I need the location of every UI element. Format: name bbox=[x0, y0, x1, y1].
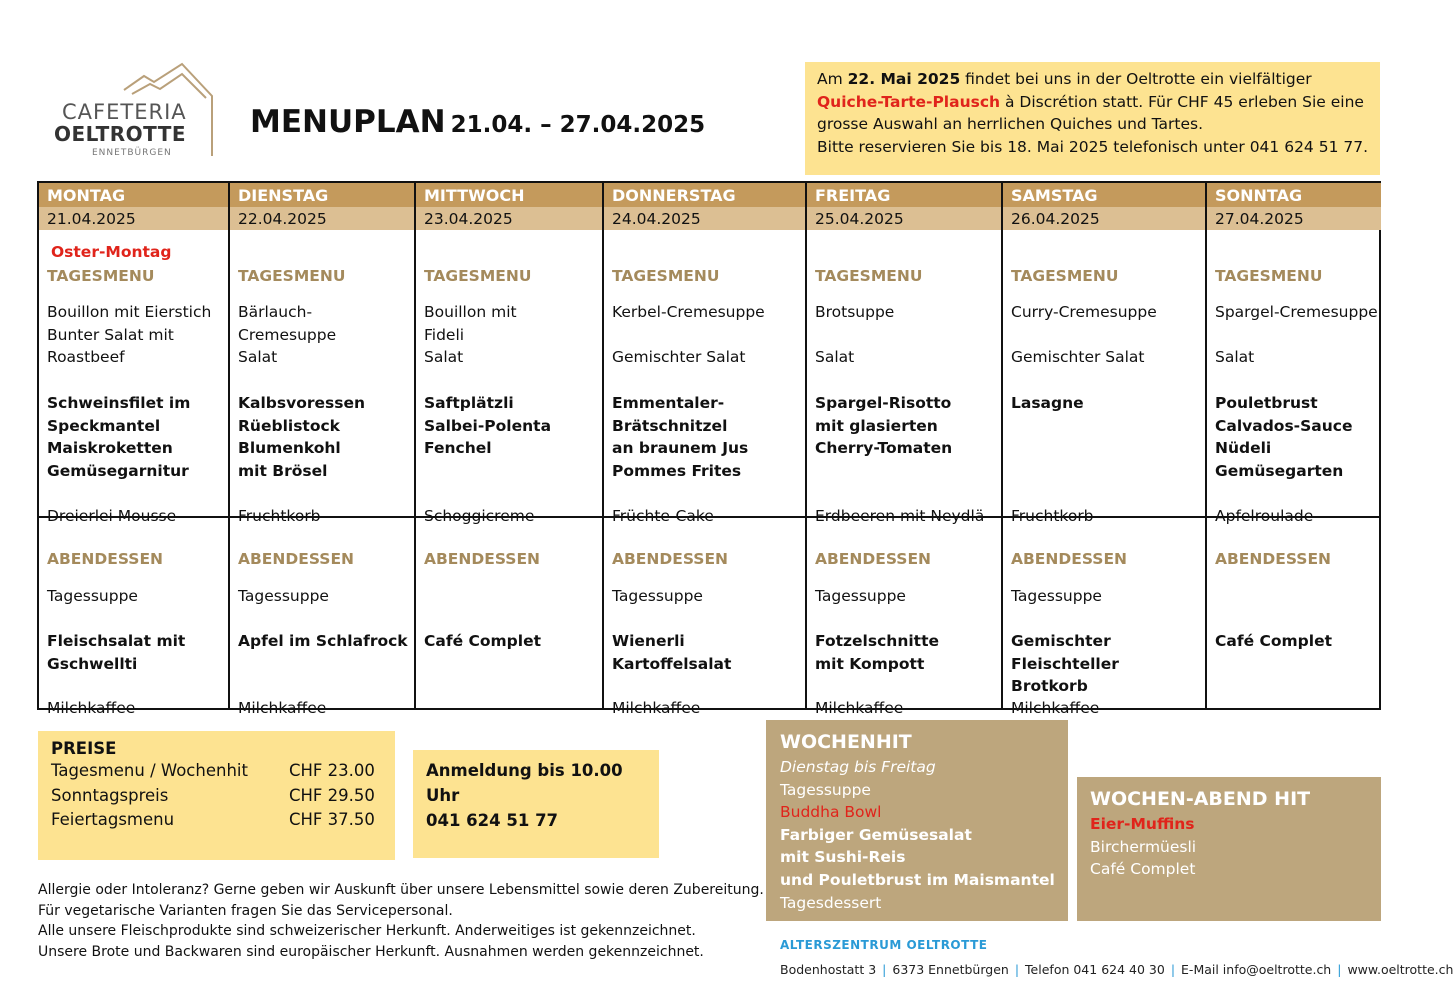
lunch-section-label: TAGESMENU bbox=[238, 267, 346, 285]
lunch-section-label: TAGESMENU bbox=[815, 267, 923, 285]
lunch-starter: Salat bbox=[238, 348, 278, 367]
lunch-starter: Salat bbox=[424, 348, 464, 367]
announcement-line4: Bitte reservieren Sie bis 18. Mai 2025 telefonisch unter 041 624 51 77. bbox=[817, 137, 1369, 156]
footer-website[interactable]: www.oeltrotte.ch bbox=[1347, 962, 1453, 977]
dinner-main: Fleischsalat mit bbox=[47, 632, 186, 650]
lunch-main: Spargel-Risotto bbox=[815, 394, 952, 412]
day-date: 27.04.2025 bbox=[1207, 207, 1381, 230]
dinner-main: Apfel im Schlafrock bbox=[238, 632, 408, 650]
lunch-main: Pommes Frites bbox=[612, 462, 742, 481]
logo-line3: ENNETBÜRGEN bbox=[92, 148, 172, 158]
wochenhit-soup: Tagessuppe bbox=[780, 780, 871, 799]
registration-phone: 041 624 51 77 bbox=[426, 811, 559, 830]
announcement-event: Quiche-Tarte-Plausch bbox=[817, 92, 1001, 111]
lunch-main: Saftplätzli bbox=[424, 394, 514, 412]
announcement-box bbox=[805, 62, 1380, 175]
logo-line1: CAFETERIA bbox=[62, 100, 187, 124]
day-date: 25.04.2025 bbox=[807, 207, 1003, 230]
price-row: Tagesmenu / Wochenhit CHF 23.00 bbox=[51, 761, 375, 780]
footer bbox=[780, 938, 1453, 977]
dinner-starter: Tagessuppe bbox=[1011, 587, 1102, 605]
dinner-starter: Tagessuppe bbox=[815, 587, 906, 605]
lunch-section-label: TAGESMENU bbox=[1215, 267, 1323, 285]
day-column bbox=[602, 183, 807, 717]
wochenhit-title: WOCHENHIT bbox=[780, 731, 912, 753]
lunch-dessert: Schoggicreme bbox=[424, 507, 535, 525]
day-date: 26.04.2025 bbox=[1003, 207, 1207, 230]
abendhit-line2: Café Complet bbox=[1090, 860, 1196, 879]
footer-city: 6373 Ennetbürgen bbox=[892, 962, 1009, 977]
dinner-drink: Milchkaffee bbox=[1011, 699, 1100, 717]
page-title bbox=[250, 104, 705, 140]
lunch-starter: Bärlauch- bbox=[238, 303, 313, 321]
lunch-main: Pouletbrust bbox=[1215, 394, 1318, 412]
dinner-section-label: ABENDESSEN bbox=[238, 550, 355, 568]
lunch-starter: Curry-Cremesuppe bbox=[1011, 303, 1157, 321]
dinner-starter: Tagessuppe bbox=[612, 587, 703, 605]
lunch-main: Speckmantel bbox=[47, 416, 161, 435]
note-line: Allergie oder Intoleranz? Gerne geben wir Auskunft über unsere Lebensmittel sowie deren Zubereitung. bbox=[38, 882, 764, 898]
lunch-section-label: TAGESMENU bbox=[424, 267, 532, 285]
day-name: FREITAG bbox=[807, 183, 1003, 207]
dinner-section-label: ABENDESSEN bbox=[1011, 550, 1128, 568]
lunch-section-label: TAGESMENU bbox=[47, 267, 155, 285]
lunch-main: Schweinsfilet im bbox=[47, 394, 191, 412]
note-line: Für vegetarische Varianten fragen Sie das Servicepersonal. bbox=[38, 902, 453, 919]
lunch-starter: Roastbeef bbox=[47, 348, 125, 367]
registration-time: Anmeldung bis 10.00 Uhr bbox=[426, 761, 623, 805]
lunch-dessert: Fruchtkorb bbox=[1011, 507, 1094, 525]
dinner-section-label: ABENDESSEN bbox=[815, 550, 932, 568]
lunch-main: mit glasierten bbox=[815, 416, 938, 435]
lunch-main: Blumenkohl bbox=[238, 439, 341, 458]
prices-title: PREISE bbox=[51, 739, 117, 758]
wochenhit-line2: mit Sushi-Reis bbox=[780, 848, 906, 867]
lunch-starter: Bouillon mit bbox=[424, 303, 517, 321]
lunch-starter: Gemischter Salat bbox=[1011, 348, 1145, 367]
day-column bbox=[1001, 183, 1207, 717]
wochenhit-dessert: Tagesdessert bbox=[780, 893, 882, 912]
dinner-main: Brotkorb bbox=[1011, 677, 1088, 696]
lunch-dessert: Erdbeeren mit Neydlä bbox=[815, 507, 985, 525]
day-date: 22.04.2025 bbox=[230, 207, 416, 230]
dinner-main: Café Complet bbox=[424, 632, 541, 650]
day-date: 23.04.2025 bbox=[416, 207, 604, 230]
dinner-main: Kartoffelsalat bbox=[612, 654, 732, 673]
dinner-main: Fotzelschnitte bbox=[815, 632, 939, 650]
footer-org-name: ALTERSZENTRUM OELTROTTE bbox=[780, 938, 988, 952]
announcement-line2: Quiche-Tarte-Plausch à Discrétion statt. Für CHF 45 erleben Sie eine bbox=[817, 92, 1364, 111]
dinner-drink: Milchkaffee bbox=[612, 699, 701, 717]
registration-box bbox=[413, 750, 659, 858]
wochenhit-line1: Farbiger Gemüsesalat bbox=[780, 825, 972, 844]
wochenhit-box bbox=[766, 720, 1068, 921]
lunch-main: Maiskroketten bbox=[47, 439, 173, 458]
lunch-main: an braunem Jus bbox=[612, 439, 749, 458]
dinner-main: mit Kompott bbox=[815, 654, 925, 673]
dinner-main: Gemischter bbox=[1011, 632, 1111, 650]
day-name: DONNERSTAG bbox=[604, 183, 807, 207]
dinner-main: Wienerli bbox=[612, 632, 685, 650]
prices-box bbox=[38, 731, 395, 860]
dinner-section-label: ABENDESSEN bbox=[1215, 550, 1332, 568]
lunch-main: Emmentaler- bbox=[612, 394, 725, 412]
lunch-dessert: Früchte-Cake bbox=[612, 507, 714, 525]
menu-table bbox=[37, 181, 1381, 717]
dinner-main: Gschwellti bbox=[47, 654, 138, 673]
lunch-main: Cherry-Tomaten bbox=[815, 439, 953, 458]
dinner-starter: Tagessuppe bbox=[238, 587, 329, 605]
allergy-notes bbox=[38, 880, 764, 962]
lunch-section-label: TAGESMENU bbox=[1011, 267, 1119, 285]
lunch-main: Rüeblistock bbox=[238, 416, 340, 435]
lunch-starter: Gemischter Salat bbox=[612, 348, 746, 367]
lunch-starter: Spargel-Cremesuppe bbox=[1215, 303, 1378, 321]
lunch-dessert: Fruchtkorb bbox=[238, 507, 321, 525]
dinner-starter: Tagessuppe bbox=[47, 587, 138, 605]
abendhit-line1: Birchermüesli bbox=[1090, 837, 1197, 856]
lunch-dessert: Dreierlei Mousse bbox=[47, 507, 177, 525]
lunch-dinner-divider bbox=[39, 516, 1379, 518]
day-date: 21.04.2025 bbox=[39, 207, 228, 230]
footer-contact: Bodenhostatt 3 | 6373 Ennetbürgen | Telefon 041 624 40 30 | E-Mail info@oeltrotte.ch | www.oeltrotte.ch bbox=[780, 962, 1453, 977]
dinner-section-label: ABENDESSEN bbox=[424, 550, 541, 568]
lunch-dessert: Apfelroulade bbox=[1215, 507, 1314, 525]
lunch-main: Lasagne bbox=[1011, 394, 1084, 412]
lunch-starter: Cremesuppe bbox=[238, 325, 337, 344]
announcement-line3: grosse Auswahl an herrlichen Quiches und Tartes. bbox=[817, 115, 1204, 133]
day-name: DIENSTAG bbox=[230, 183, 416, 207]
note-line: Unsere Brote und Backwaren sind europäischer Herkunft. Ausnahmen werden gekennzeichnet. bbox=[38, 943, 704, 960]
lunch-main: Gemüsegarnitur bbox=[47, 462, 189, 481]
lunch-main: Nüdeli bbox=[1215, 439, 1272, 458]
abendhit-box bbox=[1077, 777, 1381, 921]
price-row: Feiertagsmenu CHF 37.50 bbox=[51, 810, 375, 829]
lunch-main: mit Brösel bbox=[238, 462, 328, 481]
price-row: Sonntagspreis CHF 29.50 bbox=[51, 785, 375, 805]
lunch-main: Calvados-Sauce bbox=[1215, 416, 1353, 435]
lunch-starter: Salat bbox=[815, 348, 855, 367]
holiday-label: Oster-Montag bbox=[51, 243, 172, 261]
dinner-section-label: ABENDESSEN bbox=[612, 550, 729, 568]
abendhit-dish: Eier-Muffins bbox=[1090, 815, 1195, 833]
lunch-main: Kalbsvoressen bbox=[238, 394, 366, 412]
lunch-starter: Kerbel-Cremesuppe bbox=[612, 303, 765, 321]
footer-address: Bodenhostatt 3 bbox=[780, 962, 877, 977]
dinner-drink: Milchkaffee bbox=[47, 699, 136, 717]
abendhit-title: WOCHEN-ABEND HIT bbox=[1090, 788, 1311, 810]
dinner-drink: Milchkaffee bbox=[815, 699, 904, 717]
lunch-main: Fenchel bbox=[424, 439, 492, 458]
footer-phone: Telefon 041 624 40 30 bbox=[1025, 962, 1165, 977]
lunch-main: Brätschnitzel bbox=[612, 416, 728, 435]
lunch-main: Gemüsegarten bbox=[1215, 462, 1344, 481]
dinner-drink: Milchkaffee bbox=[238, 699, 327, 717]
day-column bbox=[805, 183, 1003, 717]
title-range: 21.04. – 27.04.2025 bbox=[450, 112, 706, 138]
day-column bbox=[1205, 183, 1381, 708]
note-line: Alle unsere Fleischprodukte sind schweizerischer Herkunft. Anderweitiges ist gekennzeichnet. bbox=[38, 923, 696, 940]
lunch-starter: Bunter Salat mit bbox=[47, 325, 174, 344]
day-date: 24.04.2025 bbox=[604, 207, 807, 230]
day-column bbox=[228, 183, 416, 717]
dinner-section-label: ABENDESSEN bbox=[47, 550, 164, 568]
day-name: MITTWOCH bbox=[416, 183, 604, 207]
announcement-line1: Am 22. Mai 2025 findet bei uns in der Oeltrotte ein vielfältiger bbox=[817, 70, 1312, 88]
wochenhit-dish: Buddha Bowl bbox=[780, 803, 882, 822]
day-column bbox=[414, 183, 604, 708]
announcement-date: 22. Mai 2025 bbox=[847, 70, 961, 88]
day-name: SAMSTAG bbox=[1003, 183, 1207, 207]
lunch-starter: Salat bbox=[1215, 348, 1255, 367]
lunch-section-label: TAGESMENU bbox=[612, 267, 720, 285]
dinner-main: Fleischteller bbox=[1011, 654, 1119, 673]
day-name: SONNTAG bbox=[1207, 183, 1381, 207]
footer-email[interactable]: E-Mail info@oeltrotte.ch bbox=[1181, 962, 1332, 977]
day-column bbox=[39, 183, 228, 717]
dinner-main: Café Complet bbox=[1215, 632, 1332, 650]
lunch-starter: Fideli bbox=[424, 325, 465, 344]
day-name: MONTAG bbox=[39, 183, 228, 207]
wochenhit-line3: und Pouletbrust im Maismantel bbox=[780, 870, 1055, 889]
lunch-starter: Bouillon mit Eierstich bbox=[47, 303, 212, 321]
wochenhit-days: Dienstag bis Freitag bbox=[780, 758, 936, 776]
title-main: MENUPLAN bbox=[250, 104, 446, 140]
logo-line2: OELTROTTE bbox=[54, 122, 187, 146]
cafeteria-logo bbox=[54, 62, 220, 162]
lunch-main: Salbei-Polenta bbox=[424, 416, 552, 435]
lunch-starter: Brotsuppe bbox=[815, 303, 895, 321]
